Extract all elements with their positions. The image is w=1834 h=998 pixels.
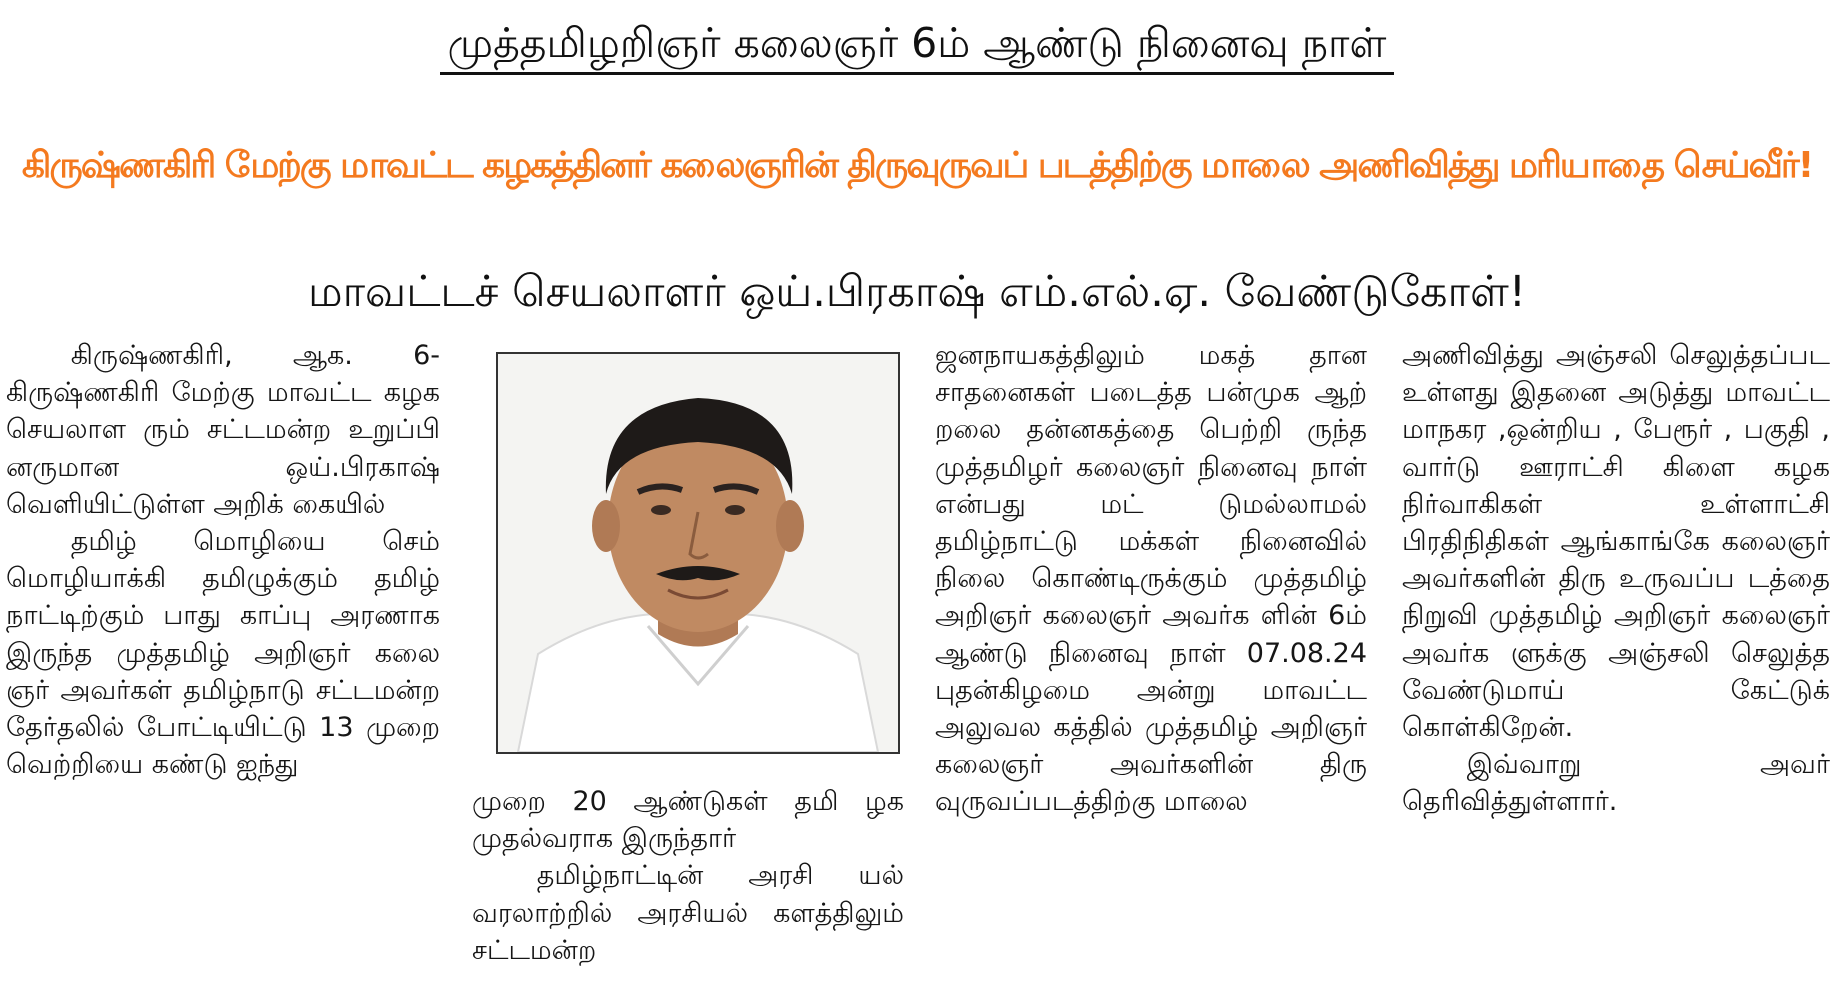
article-paragraph: கிருஷ்ணகிரி, ஆக. 6- கிருஷ்ணகிரி மேற்கு மாவட்ட கழக செயலாள ரும் சட்டமன்ற உறுப்பி னருமான ஒய்.பிரகாஷ் வெளியிட்டுள்ள அறிக் கையில் [6,340,440,520]
headline-sub: மாவட்டச் செயலாளர் ஒய்.பிரகாஷ் எம்.எல்.ஏ. வேண்டுகோள்! [307,267,1526,317]
headline-main: கிருஷ்ணகிரி மேற்கு மாவட்ட கழகத்தினர் கலைஞரின் திருவுருவப் படத்திற்கு மாலை அணிவித்து மரியாதை செய்வீர்! [21,145,1813,186]
headline-top [0,14,1834,74]
headline-top-text: முத்தமிழறிஞர் கலைஞர் 6ம் ஆண்டு நினைவு நாள் [440,14,1395,75]
portrait-photo [496,352,900,754]
article-column-3 [935,337,1367,997]
article-paragraph: முறை 20 ஆண்டுகள் தமி ழக முதல்வராக இருந்தார் [472,786,904,855]
article-paragraph: இவ்வாறு அவர் தெரிவித்துள்ளார். [1402,749,1830,818]
portrait-illustration [498,354,898,752]
article-paragraph: தமிழ் மொழியை செம் மொழியாக்கி தமிழுக்கும் தமிழ் நாட்டிற்கும் பாது காப்பு அரணாக இருந்த முத்தமிழ் அறிஞர் கலை ஞர் அவர்கள் தமிழ்நாடு சட்டமன்ற தேர்தலில் போட்டியிட்டு 13 முறை வெற்றியை கண்டு ஐந்து [6,526,440,781]
article-paragraph: தமிழ்நாட்டின் அரசி யல் வரலாற்றில் அரசியல் களத்திலும் சட்டமன்ற [472,860,904,966]
article-column-4 [1402,337,1830,997]
article-paragraph: அணிவித்து அஞ்சலி செலுத்தப்பட உள்ளது இதனை அடுத்து மாவட்ட மாநகர ,ஒன்றிய , பேரூர் , பகுதி , வார்டு ஊராட்சி கிளை கழக நிர்வாகிகள் உள்ளாட்சி பிரதிநிதிகள் ஆங்காங்கே கலைஞர் அவர்களின் திரு உருவப்ப டத்தை நிறுவி முத்தமிழ் அறிஞர் கலைஞர் அவர்க ளுக்கு அஞ்சலி செலுத்த வேண்டுமாய் கேட்டுக் கொள்கிறேன். [1402,340,1830,744]
article-column-1 [6,337,440,997]
article-paragraph: ஜனநாயகத்திலும் மகத் தான சாதனைகள் படைத்த பன்முக ஆற் றலை தன்னகத்தை பெற்றி ருந்த முத்தமிழர் கலைஞர் நினைவு நாள் என்பது மட் டுமல்லாமல் தமிழ்நாட்டு மக்கள் நினைவில் நிலை கொண்டிருக்கும் முத்தமிழ் அறிஞர் கலைஞர் அவர்க ளின் 6ம் ஆண்டு நினைவு நாள் 07.08.24 புதன்கிழமை அன்று மாவட்ட அலுவல கத்தில் முத்தமிழ் அறிஞர் கலைஞர் அவர்களின் திரு வுருவப்படத்திற்கு மாலை [935,340,1367,818]
article-column-2 [472,783,904,998]
